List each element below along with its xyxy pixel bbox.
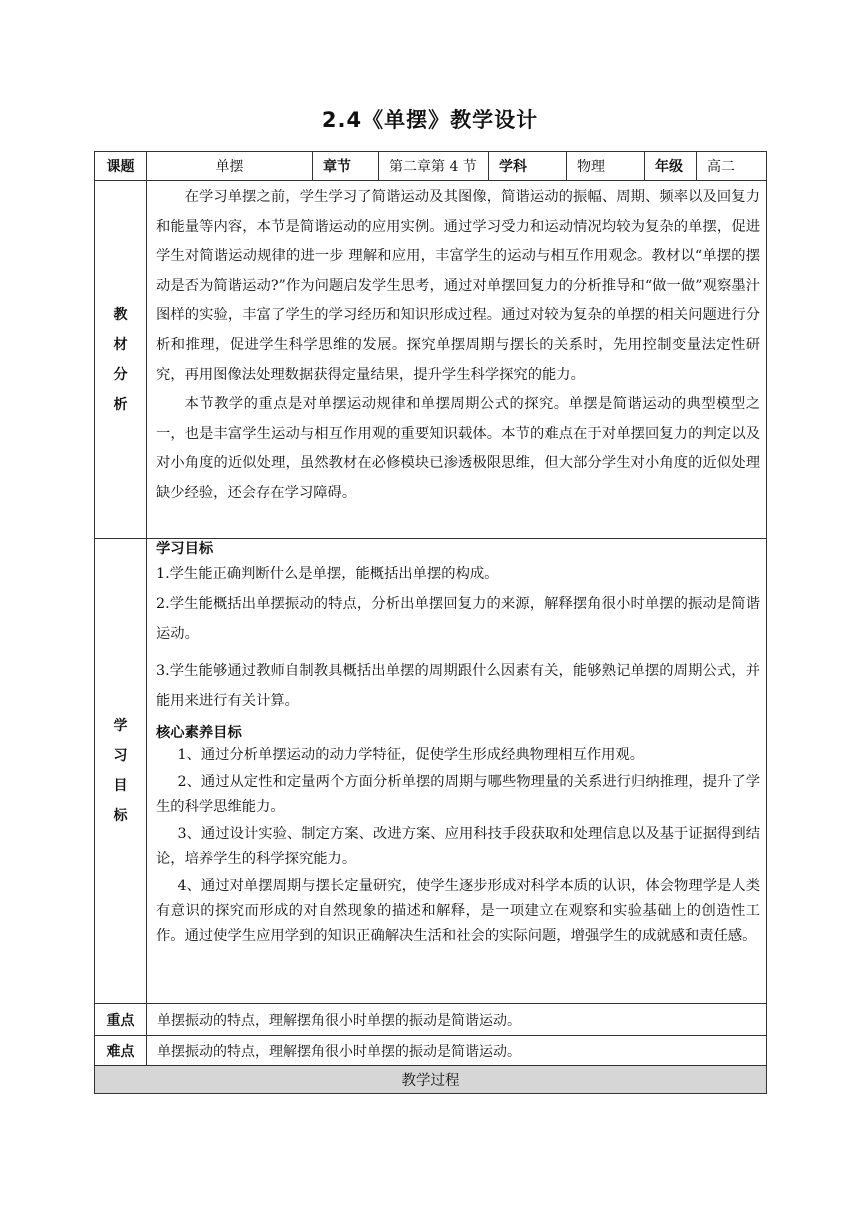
process-row — [95, 1066, 767, 1094]
header-row — [95, 152, 767, 181]
learning-item: 1.学生能正确判断什么是单摆，能概括出单摆的构成。 — [156, 566, 499, 582]
learning-item: 2.学生能概括出单摆振动的特点，分析出单摆回复力的来源，解释摆角很小时单摆的振动是简谐运动。 — [156, 596, 760, 642]
difficulty-row — [95, 1036, 767, 1066]
core-item: 2、通过从定性和定量两个方面分析单摆的周期与哪些物理量的关系进行归纳推理，提升了学生的科学思维能力。 — [156, 774, 760, 815]
subject-value: 物理 — [567, 152, 645, 181]
difficulty-label: 难点 — [95, 1036, 147, 1066]
learning-heading: 学习目标 — [156, 541, 214, 557]
analysis-label: 教 材 分 析 — [95, 181, 147, 539]
subject-label: 学科 — [489, 152, 567, 181]
chapter-value: 第二章第 4 节 — [379, 152, 489, 181]
chapter-label: 章节 — [313, 152, 379, 181]
core-heading: 核心素养目标 — [156, 725, 242, 741]
objectives-row — [95, 539, 767, 1004]
topic-value: 单摆 — [147, 152, 313, 181]
learning-item: 3.学生能够通过教师自制教具概括出单摆的周期跟什么因素有关，能够熟记单摆的周期公式，并能用来进行有关计算。 — [156, 663, 760, 709]
analysis-row — [95, 181, 767, 539]
grade-label: 年级 — [645, 152, 697, 181]
core-item: 3、通过设计实验、制定方案、改进方案、应用科技手段获取和处理信息以及基于证据得到结论，培养学生的科学探究能力。 — [156, 826, 760, 867]
core-item: 4、通过对单摆周期与摆长定量研究，使学生逐步形成对科学本质的认识，体会物理学是人类有意识的探究而形成的对自然现象的描述和解释，是一项建立在观察和实验基础上的创造性工作。通过使学生应用学到的知识正确解决生活和社会的实际问题，增强学生的成就感和责任感。 — [156, 878, 760, 944]
objectives-content — [147, 539, 767, 1004]
topic-label: 课题 — [95, 152, 147, 181]
key-point-text: 单摆振动的特点，理解摆角很小时单摆的振动是简谐运动。 — [147, 1004, 767, 1036]
key-point-label: 重点 — [95, 1004, 147, 1036]
analysis-content — [147, 181, 767, 539]
core-item: 1、通过分析单摆运动的动力学特征，促使学生形成经典物理相互作用观。 — [177, 747, 645, 763]
analysis-paragraph: 本节教学的重点是对单摆运动规律和单摆周期公式的探究。单摆是简谐运动的典型模型之一，也是丰富学生运动与相互作用观的重要知识载体。本节的难点在于对单摆回复力的判定以及对小角度的近似处理，虽然教材在必修模块已渗透极限思维，但大部分学生对小角度的近似处理缺少经验，还会存在学习障碍。 — [156, 396, 760, 501]
objectives-label: 学 习 目 标 — [95, 539, 147, 1004]
process-heading: 教学过程 — [95, 1066, 767, 1094]
analysis-paragraph: 在学习单摆之前，学生学习了简谐运动及其图像，简谐运动的振幅、周期、频率以及回复力和能量等内容，本节是简谐运动的应用实例。通过学习受力和运动情况均较为复杂的单摆，促进学生对简谐运动规律的进一步 理解和应用，丰富学生的运动与相互作用观念。教材以“单摆的摆动是否为简谐运动?”作为问题启发学生思考，通过对单摆回复力的分析推导和“做一做”观察墨汁图样的实验，丰富了学生的学习经历和知识形成过程。通过对较为复杂的单摆的相关问题进行分析和推理，促进学生科学思维的发展。探究单摆周期与摆长的关系时，先用控制变量法定性研究，再用图像法处理数据获得定量结果，提升学生科学探究的能力。 — [156, 189, 760, 383]
grade-value: 高二 — [697, 152, 767, 181]
difficulty-text: 单摆振动的特点，理解摆角很小时单摆的振动是简谐运动。 — [147, 1036, 767, 1066]
page-title: 2.4《单摆》教学设计 — [321, 108, 539, 132]
lesson-plan-table — [94, 151, 767, 1094]
key-point-row — [95, 1004, 767, 1036]
